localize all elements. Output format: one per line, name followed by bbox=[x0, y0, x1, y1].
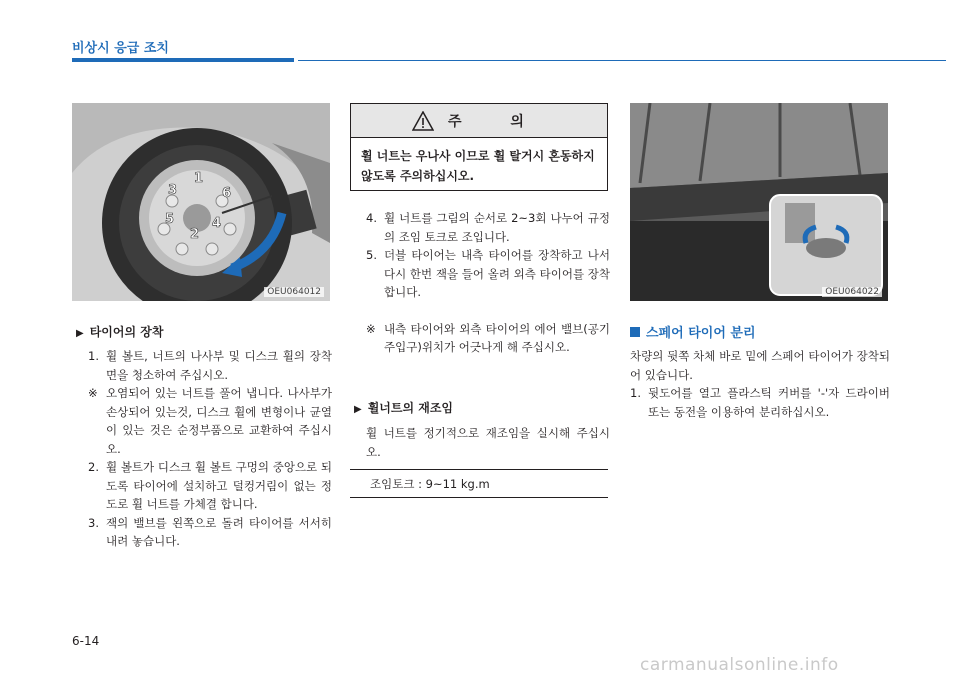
page-number: 6-14 bbox=[72, 634, 100, 648]
caution-box bbox=[350, 103, 608, 191]
list-item: 5. 더블 타이어는 내측 타이어를 장착하고 나서 다시 한번 잭을 들어 올려 외측 타이어를 장착합니다. bbox=[366, 248, 610, 299]
nut-label-6: 6 bbox=[222, 186, 232, 201]
triangle-bullet-icon: ▶ bbox=[354, 404, 362, 415]
nut-label-2: 2 bbox=[190, 227, 200, 242]
list-item: 4. 휠 너트를 그림의 순서로 2~3회 나누어 규정의 조임 토크로 조입니다. bbox=[366, 211, 610, 244]
nut-label-5: 5 bbox=[165, 212, 175, 227]
nut-label-3: 3 bbox=[168, 183, 178, 198]
caution-header bbox=[351, 104, 607, 138]
warning-triangle-icon bbox=[412, 111, 434, 131]
list-item: 1. 휠 볼트, 너트의 나사부 및 디스크 휠의 장착면을 청소하여 주십시오. bbox=[88, 349, 332, 382]
section-title: 비상시 응급 조치 bbox=[72, 41, 169, 56]
heading-nut-retighten: ▶ 휠너트의 재조임 bbox=[354, 401, 454, 415]
retighten-text: 휠 너트를 정기적으로 재조임을 실시해 주십시오. bbox=[366, 426, 610, 459]
heading-tire-mounting: ▶ 타이어의 장착 bbox=[76, 325, 164, 339]
list-item: 2. 휠 볼트가 디스크 휠 볼트 구멍의 중앙으로 되도록 타이어에 설치하고 덜컹거림이 없는 정도로 휠 너트를 가체결 합니다. bbox=[88, 460, 332, 511]
caution-text: 휠 너트는 우나사 이므로 휠 탈거시 혼동하지 않도록 주의하십시오. bbox=[361, 149, 595, 183]
list-item: 1. 뒷도어를 열고 플라스틱 커버를 '-'자 드라이버 또는 동전을 이용하여 분리하십시오. bbox=[630, 386, 890, 419]
list-item: 3. 잭의 밸브를 왼쪽으로 돌려 타이어를 서서히 내려 놓습니다. bbox=[88, 515, 332, 548]
triangle-bullet-icon: ▶ bbox=[76, 328, 84, 339]
spare-cover-photo bbox=[630, 103, 888, 301]
tightening-steps bbox=[366, 209, 610, 357]
list-item: ※ 내측 타이어와 외측 타이어의 에어 밸브(공기주입구)위치가 어긋나게 해 주십시오. bbox=[366, 321, 610, 354]
spare-removal-text: 차량의 뒷쪽 차체 바로 밑에 스페어 타이어가 장착되어 있습니다. 1. 뒷도어를 열고 플라스틱 커버를 '-'자 드라이버 또는 동전을 이용하여 분리하십시오. bbox=[630, 347, 890, 421]
watermark: carmanualsonline.info bbox=[640, 655, 839, 675]
tire-mounting-steps bbox=[88, 347, 332, 551]
square-bullet-icon bbox=[630, 327, 640, 337]
heading-spare-removal: 스페어 타이어 분리 bbox=[630, 322, 756, 341]
figure-code: OEU064012 bbox=[264, 287, 324, 297]
figure-code: OEU064022 bbox=[822, 287, 882, 297]
header-rule bbox=[298, 60, 946, 61]
torque-spec: 조임토크 : 9~11 kg.m bbox=[350, 469, 608, 498]
nut-label-1: 1 bbox=[194, 171, 204, 186]
wheel-nut-order-photo bbox=[72, 103, 330, 301]
nut-label-4: 4 bbox=[212, 216, 222, 231]
header-accent-bar bbox=[72, 58, 294, 62]
caution-label: 주 의 bbox=[448, 113, 546, 130]
list-item: ※ 오염되어 있는 너트를 풀어 냅니다. 나사부가 손상되어 있는것, 디스크 휠에 변형이나 균열이 있는 것은 순정부품으로 교환하여 주십시오. bbox=[88, 386, 332, 456]
